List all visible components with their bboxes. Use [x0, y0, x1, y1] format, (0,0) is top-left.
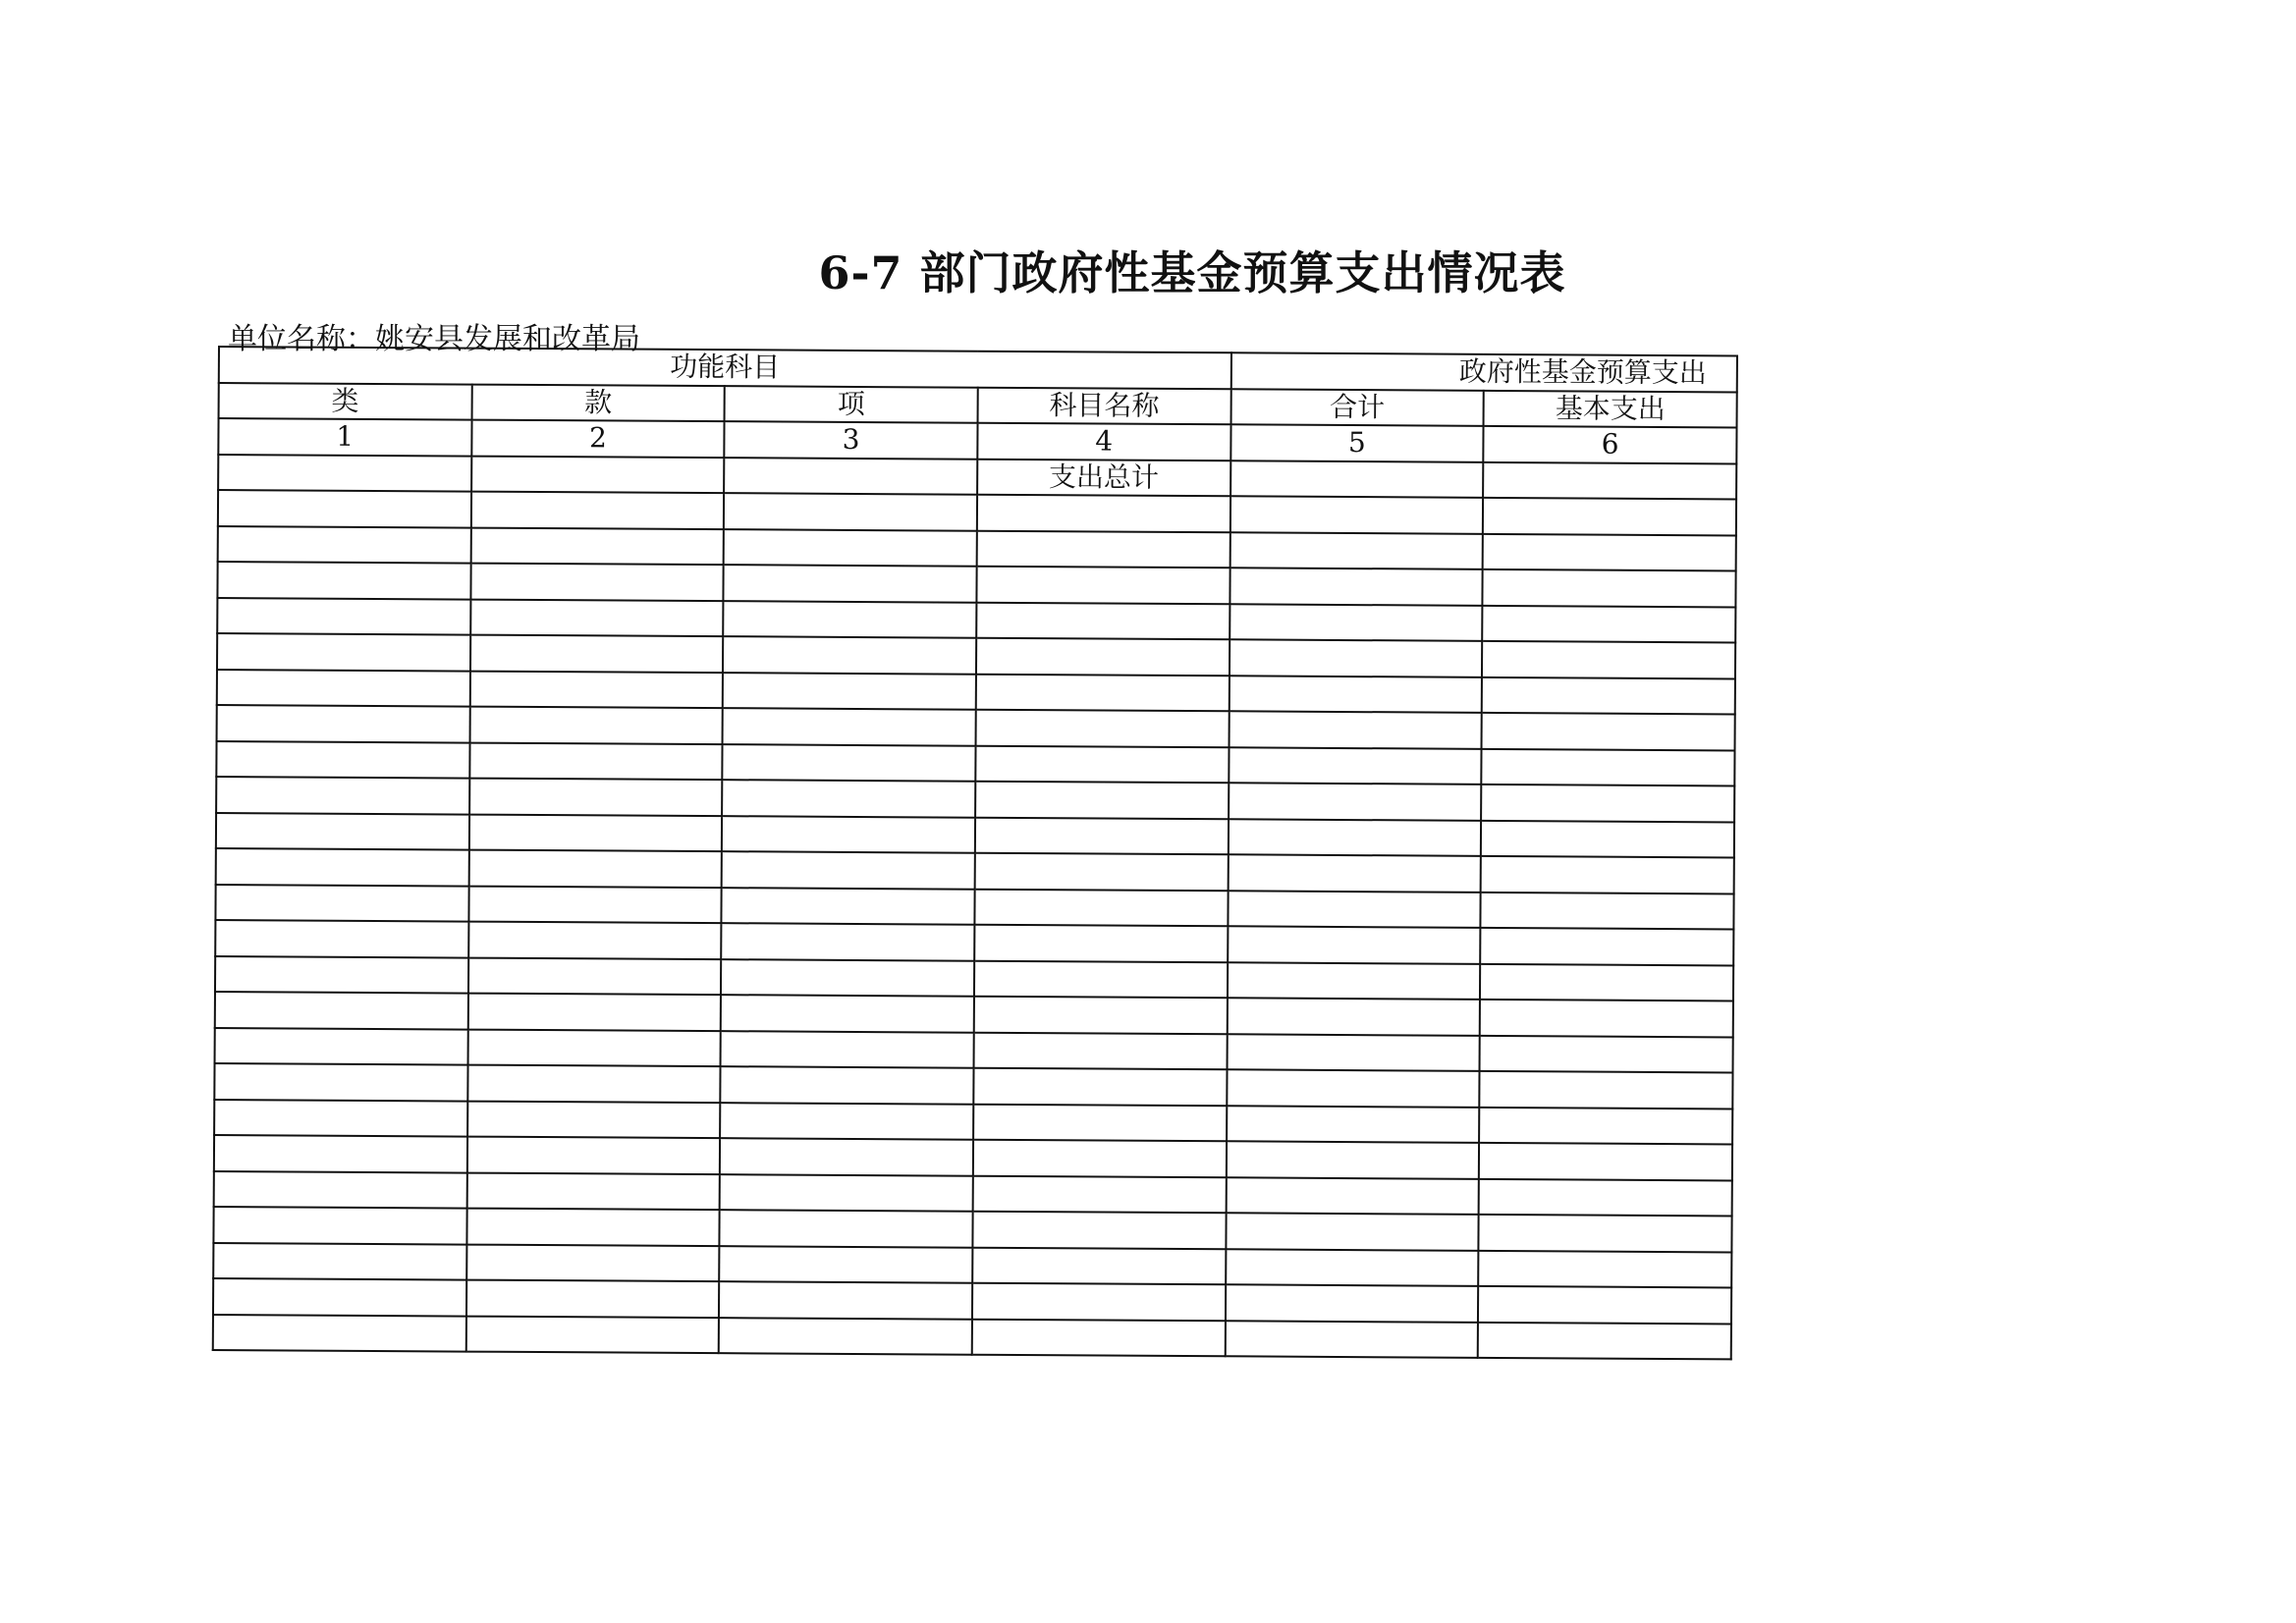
- table-cell-lei: [213, 1207, 466, 1244]
- table-cell-lei: [216, 740, 469, 778]
- table-cell-subject-name: [976, 602, 1230, 639]
- table-cell-subject-name: [975, 782, 1229, 819]
- table-cell-total: [1227, 1034, 1480, 1071]
- table-cell-total: [1226, 1284, 1479, 1322]
- table-cell-xiang: [721, 1031, 974, 1068]
- table-cell-subject-name: [973, 1140, 1227, 1177]
- table-cell-kuan: [469, 779, 723, 816]
- table-cell-basic: [1481, 856, 1734, 893]
- table-cell-xiang: [719, 1246, 972, 1283]
- table-cell-xiang: [721, 995, 974, 1032]
- total-row-basic: [1483, 461, 1736, 499]
- table-cell-total: [1230, 532, 1483, 569]
- table-cell-subject-name: [977, 495, 1230, 532]
- table-cell-basic: [1479, 1107, 1732, 1144]
- table-cell-basic: [1481, 820, 1734, 857]
- table-cell-xiang: [723, 708, 976, 745]
- table-cell-kuan: [468, 886, 722, 923]
- table-cell-xiang: [721, 1066, 974, 1104]
- table-cell-kuan: [467, 1137, 721, 1174]
- table-cell-lei: [216, 777, 469, 814]
- table-cell-subject-name: [972, 1247, 1226, 1284]
- total-row-label: 支出总计: [977, 459, 1230, 496]
- table-cell-subject-name: [972, 1283, 1226, 1321]
- table-cell-kuan: [470, 564, 724, 601]
- table-cell-lei: [214, 1063, 467, 1101]
- table-cell-subject-name: [974, 925, 1228, 962]
- table-cell-total: [1225, 1321, 1478, 1358]
- table-cell-lei: [217, 633, 470, 671]
- table-cell-basic: [1478, 1322, 1731, 1359]
- total-row-lei: [218, 455, 471, 492]
- table-cell-basic: [1481, 784, 1734, 822]
- table-cell-total: [1226, 1177, 1479, 1215]
- unit-name: 姚安县发展和改革局: [375, 322, 640, 356]
- table-cell-kuan: [467, 1065, 721, 1103]
- table-cell-basic: [1480, 963, 1733, 1001]
- header-kuan: 款: [471, 384, 725, 421]
- table-cell-basic: [1480, 1035, 1733, 1072]
- table-cell-basic: [1480, 1000, 1733, 1037]
- table-cell-lei: [218, 526, 471, 564]
- table-cell-xiang: [722, 816, 975, 853]
- table-cell-basic: [1479, 1215, 1732, 1252]
- table-cell-lei: [217, 598, 470, 635]
- table-cell-kuan: [468, 922, 722, 959]
- table-cell-total: [1230, 639, 1483, 676]
- table-cell-subject-name: [974, 960, 1228, 998]
- budget-table-container: [212, 346, 1738, 1360]
- column-number-2: 2: [471, 420, 725, 458]
- table-cell-total: [1229, 747, 1482, 784]
- table-cell-xiang: [719, 1281, 972, 1319]
- table-cell-lei: [217, 705, 470, 742]
- table-cell-xiang: [724, 601, 977, 638]
- table-cell-kuan: [467, 994, 721, 1031]
- column-number-6: 6: [1484, 426, 1737, 463]
- table-cell-subject-name: [974, 997, 1228, 1034]
- table-cell-xiang: [722, 923, 975, 960]
- table-cell-subject-name: [972, 1212, 1226, 1249]
- table-cell-basic: [1482, 676, 1735, 714]
- table-cell-total: [1228, 819, 1481, 856]
- table-cell-basic: [1482, 605, 1735, 642]
- table-cell-basic: [1480, 1071, 1733, 1109]
- table-cell-kuan: [469, 707, 723, 744]
- table-cell-kuan: [468, 850, 722, 888]
- table-cell-lei: [214, 1135, 467, 1172]
- total-row-kuan: [471, 456, 725, 493]
- table-cell-lei: [216, 848, 469, 886]
- table-cell-xiang: [723, 673, 976, 710]
- table-cell-kuan: [466, 1209, 720, 1246]
- table-cell-kuan: [470, 527, 724, 565]
- table-cell-subject-name: [973, 1175, 1227, 1213]
- header-subject-name: 科目名称: [978, 387, 1231, 424]
- table-cell-kuan: [467, 1101, 721, 1138]
- table-cell-lei: [213, 1242, 466, 1279]
- table-cell-total: [1230, 568, 1483, 605]
- table-cell-kuan: [469, 742, 723, 780]
- column-number-3: 3: [725, 421, 978, 459]
- table-cell-basic: [1482, 641, 1735, 678]
- table-cell-total: [1228, 962, 1481, 1000]
- table-cell-basic: [1479, 1178, 1732, 1216]
- table-cell-xiang: [719, 1318, 972, 1355]
- table-cell-kuan: [466, 1280, 720, 1318]
- table-cell-total: [1228, 926, 1481, 963]
- table-cell-lei: [215, 884, 468, 921]
- header-xiang: 项: [725, 386, 978, 423]
- table-cell-kuan: [470, 635, 724, 673]
- table-cell-lei: [214, 1170, 467, 1208]
- table-cell-subject-name: [973, 1068, 1227, 1106]
- table-cell-total: [1230, 496, 1483, 533]
- table-cell-kuan: [468, 957, 722, 995]
- header-basic-expenditure: 基本支出: [1484, 390, 1737, 427]
- table-cell-basic: [1481, 892, 1734, 929]
- table-cell-basic: [1482, 713, 1735, 750]
- table-cell-lei: [217, 562, 470, 599]
- header-total: 合计: [1230, 389, 1484, 426]
- table-cell-xiang: [720, 1138, 973, 1175]
- table-cell-basic: [1483, 533, 1736, 570]
- table-cell-total: [1227, 1106, 1480, 1143]
- table-cell-subject-name: [972, 1319, 1226, 1356]
- fund-expenditure-header-label: 政府性基金预算支出: [1458, 354, 1707, 390]
- table-cell-xiang: [724, 493, 977, 530]
- unit-label: 单位名称：: [228, 322, 375, 356]
- total-row-xiang: [724, 458, 977, 495]
- table-cell-basic: [1478, 1286, 1731, 1324]
- table-cell-subject-name: [975, 745, 1229, 783]
- column-number-5: 5: [1230, 424, 1484, 461]
- table-cell-kuan: [469, 814, 723, 851]
- table-cell-kuan: [466, 1244, 720, 1281]
- table-cell-total: [1226, 1213, 1479, 1250]
- table-cell-xiang: [720, 1210, 973, 1247]
- table-cell-xiang: [720, 1174, 973, 1212]
- table-cell-kuan: [470, 599, 724, 636]
- table-cell-lei: [215, 955, 468, 993]
- table-cell-subject-name: [975, 853, 1229, 891]
- header-lei: 类: [219, 383, 472, 420]
- table-cell-subject-name: [976, 674, 1230, 711]
- page-title: 6-7 部门政府性基金预算支出情况表: [818, 246, 1566, 299]
- table-cell-basic: [1482, 748, 1735, 785]
- function-subject-header-label: 功能科目: [670, 351, 781, 384]
- table-cell-subject-name: [975, 710, 1229, 747]
- budget-expenditure-table: [212, 346, 1738, 1360]
- table-cell-lei: [213, 1314, 466, 1351]
- table-cell-lei: [217, 669, 470, 706]
- table-cell-xiang: [724, 529, 977, 567]
- table-cell-kuan: [466, 1172, 720, 1210]
- table-cell-total: [1229, 783, 1482, 820]
- column-number-4: 4: [977, 423, 1230, 460]
- total-row-total: [1230, 460, 1484, 498]
- table-cell-basic: [1483, 569, 1736, 607]
- table-cell-subject-name: [973, 1104, 1227, 1141]
- table-cell-lei: [215, 1027, 468, 1064]
- table-cell-subject-name: [977, 530, 1230, 568]
- table-cell-lei: [218, 490, 471, 527]
- table-cell-lei: [214, 1099, 467, 1136]
- table-cell-total: [1228, 891, 1481, 928]
- table-cell-basic: [1479, 1143, 1732, 1180]
- table-cell-total: [1226, 1249, 1479, 1286]
- table-cell-xiang: [722, 888, 975, 925]
- table-cell-total: [1228, 854, 1481, 892]
- table-cell-xiang: [722, 780, 975, 817]
- function-subject-header: [219, 347, 1231, 389]
- table-cell-subject-name: [973, 1032, 1227, 1069]
- table-cell-total: [1229, 676, 1482, 713]
- table-cell-xiang: [723, 744, 976, 782]
- table-cell-kuan: [469, 671, 723, 708]
- table-cell-total: [1229, 711, 1482, 748]
- table-cell-kuan: [471, 492, 725, 529]
- table-cell-lei: [216, 812, 469, 849]
- table-cell-xiang: [722, 851, 975, 889]
- table-cell-total: [1227, 1069, 1480, 1107]
- table-cell-xiang: [720, 1103, 973, 1140]
- table-cell-total: [1227, 998, 1480, 1035]
- table-cell-total: [1230, 604, 1483, 641]
- table-cell-xiang: [721, 959, 974, 997]
- fund-expenditure-header: [1230, 352, 1737, 392]
- table-cell-kuan: [467, 1029, 721, 1066]
- table-cell-basic: [1480, 928, 1733, 965]
- table-cell-basic: [1483, 498, 1736, 535]
- table-cell-total: [1226, 1141, 1479, 1178]
- table-cell-lei: [213, 1278, 466, 1316]
- table-cell-kuan: [465, 1316, 719, 1353]
- table-cell-lei: [215, 992, 468, 1029]
- table-cell-subject-name: [976, 567, 1230, 604]
- table-cell-basic: [1478, 1250, 1731, 1287]
- column-number-1: 1: [218, 418, 471, 456]
- table-cell-subject-name: [974, 889, 1228, 926]
- table-cell-subject-name: [975, 817, 1229, 854]
- table-cell-xiang: [724, 565, 977, 602]
- table-cell-xiang: [723, 636, 976, 674]
- table-cell-lei: [215, 920, 468, 957]
- table-cell-subject-name: [976, 638, 1230, 676]
